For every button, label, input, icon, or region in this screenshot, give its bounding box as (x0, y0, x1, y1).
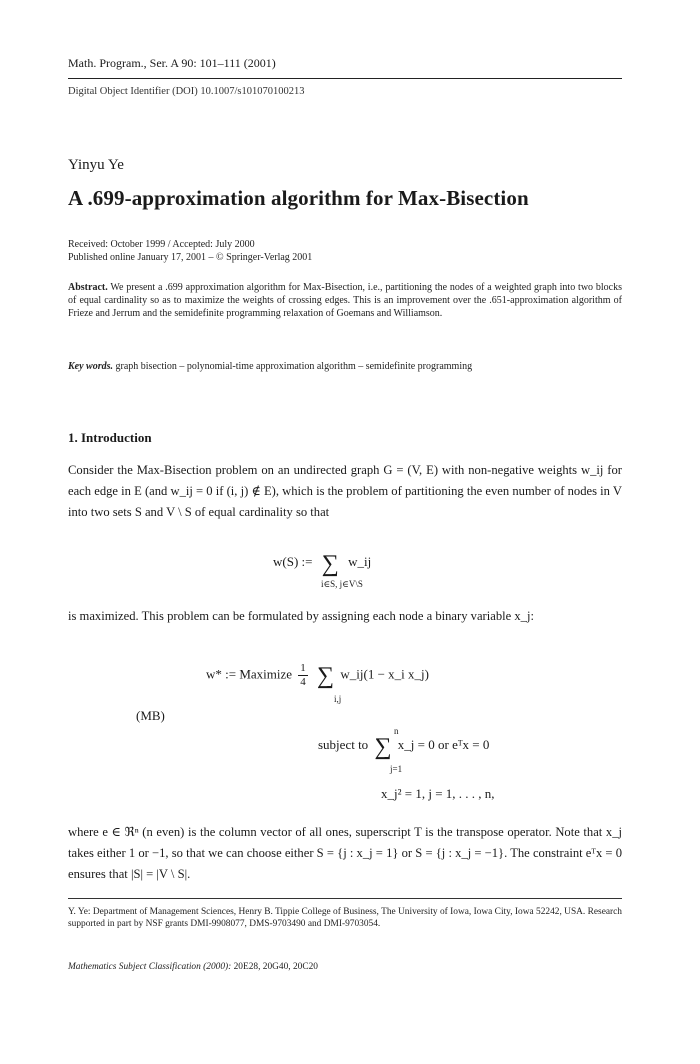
eq3-term: x_j = 0 or eᵀx = 0 (397, 737, 490, 752)
equation-cut-weight (273, 551, 372, 589)
section-heading: 1. Introduction (68, 430, 152, 445)
paper-page (68, 0, 622, 1064)
eq2-lhs: w* := Maximize (206, 666, 293, 682)
author-affiliation-footnote: Y. Ye: Department of Management Sciences, Henry B. Tippie College of Business, The University of Iowa, Iowa City, Iowa 52242, USA. Research supported in part by NSF grants DMI-9908077, DMS-9703490 and DMI-9703054. (68, 907, 622, 929)
keywords (68, 361, 622, 372)
fraction-denominator: 4 (300, 676, 306, 688)
doi-line: Digital Object Identifier (DOI) 10.1007/s101070100213 (68, 86, 305, 97)
classification-label: Mathematics Subject Classification (2000): (68, 962, 232, 972)
fraction (298, 662, 308, 689)
sum-symbol: ∑ (321, 551, 339, 577)
sum-symbol: ∑ (374, 734, 392, 760)
equation-binary-constraint: x_j² = 1, j = 1, . . . , n, (381, 786, 495, 801)
equation-constraint (318, 726, 490, 774)
eq1-sum-index: i∈S, j∈V\S (321, 579, 363, 589)
body-paragraph: Consider the Max-Bisection problem on an undirected graph G = (V, E) with non-negative weights w_ij for each edge in E (and w_ij = 0 if (i, j) ∉ E), which is the problem of partitioning the even number of nodes in V into two sets S and V \ S of equal cardinality so that (68, 463, 622, 519)
eq3-lhs: subject to (318, 737, 369, 752)
header-rule (68, 78, 622, 79)
sum-symbol: ∑ (317, 663, 335, 690)
author-name: Yinyu Ye (68, 157, 124, 173)
eq1-lhs: w(S) := (273, 554, 313, 569)
received-line: Received: October 1999 / Accepted: July 2000 (68, 239, 255, 250)
equation-label: (MB) (136, 708, 165, 723)
abstract-text: We present a .699 approximation algorithm for Max-Bisection, i.e., partitioning the nodes of a weighted graph into two blocks of equal cardinality so as to maximize the weights of crossing edges. This is an improvement over the .651-approximation algorithm of Frieze and Jerrum and the semidefinite programming relaxation of Goemans and Williamson. (68, 282, 623, 319)
paper-title: A .699-approximation algorithm for Max-Bisection (68, 186, 529, 210)
eq1-term: w_ij (348, 554, 372, 569)
classification-codes: 20E28, 20G40, 20C20 (233, 962, 318, 972)
publication-dates (68, 238, 312, 264)
subject-classification (68, 962, 318, 972)
footnote-rule (68, 898, 622, 899)
abstract-label: Abstract. (68, 282, 108, 293)
eq3-sum-lower: j=1 (390, 764, 403, 774)
keywords-label: Key words. (68, 361, 113, 372)
equation-objective (206, 662, 429, 704)
fraction-numerator: 1 (300, 662, 306, 674)
published-line: Published online January 17, 2001 – © Springer-Verlag 2001 (68, 252, 313, 263)
eq2-sum-index: i,j (334, 694, 342, 704)
abstract (68, 282, 622, 320)
body-paragraph: where e ∈ ℜⁿ (n even) is the column vector of all ones, superscript T is the transpose operator. Note that x_j takes either 1 or −1, so that we can choose either S = {j : x_j = 1} or S = {j : x_j = −1}. The constraint eᵀx = 0 ensures that |S| = |V \ S|. (68, 825, 622, 881)
eq3-sum-upper: n (394, 726, 399, 736)
eq2-term: w_ij(1 − x_i x_j) (340, 666, 429, 682)
keywords-text: graph bisection – polynomial-time approximation algorithm – semidefinite programming (115, 361, 473, 372)
body-paragraph: is maximized. This problem can be formulated by assigning each node a binary variable x_j: (68, 609, 534, 623)
journal-citation: Math. Program., Ser. A 90: 101–111 (2001) (68, 56, 276, 70)
